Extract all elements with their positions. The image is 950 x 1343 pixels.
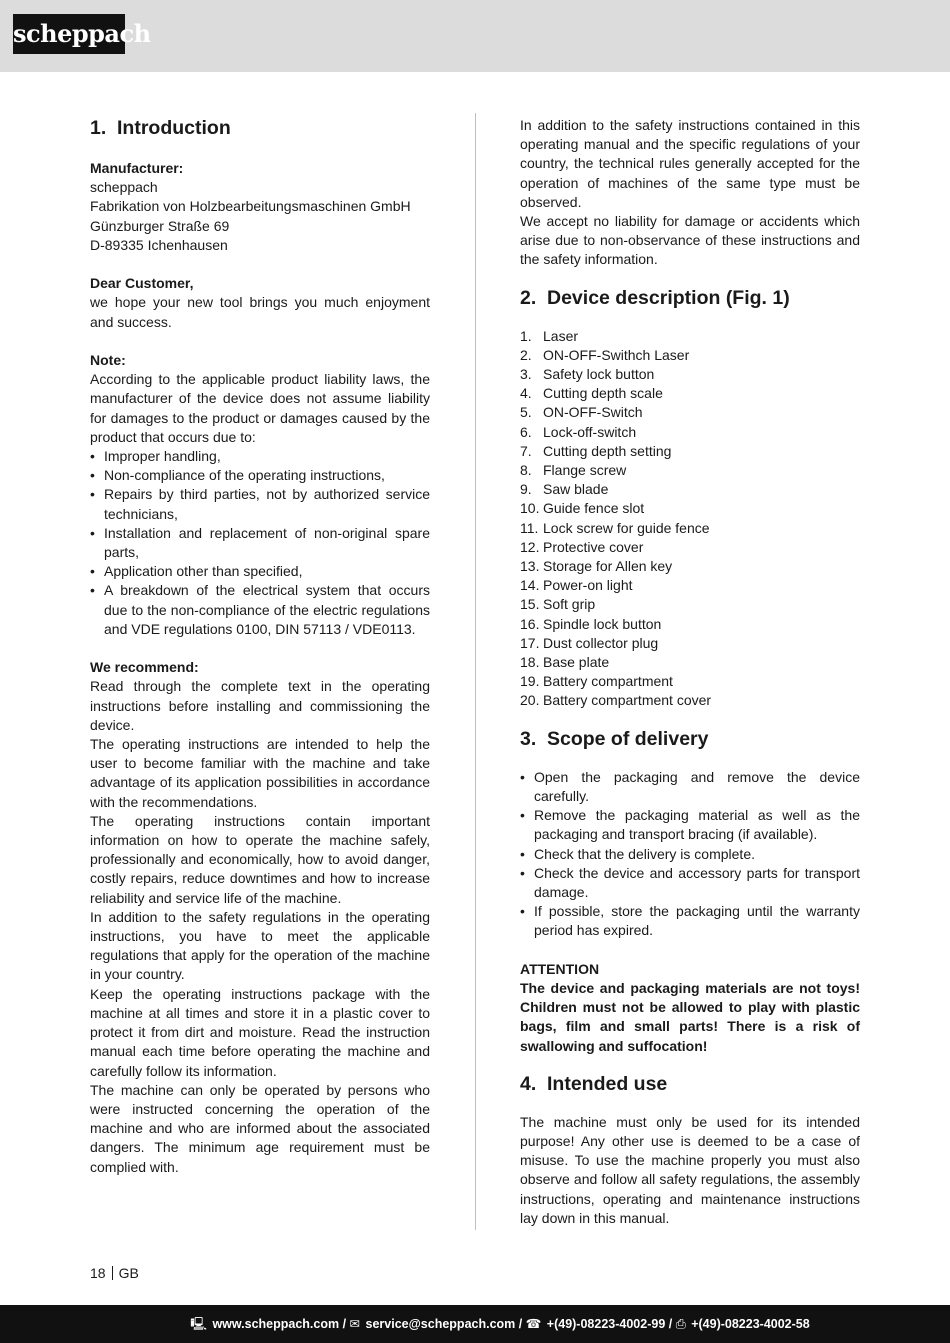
list-item: 8. Flange screw (520, 462, 627, 479)
recommend-paragraph: Read through the complete text in the operating instructions before installing and commissioning the device. (90, 678, 430, 733)
list-item: 9. Saw blade (520, 481, 609, 498)
column-divider (475, 113, 476, 1230)
list-item: 1. Laser (520, 327, 579, 344)
attention-label: ATTENTION (520, 960, 600, 977)
list-item: 5. ON-OFF-Switch (520, 404, 643, 421)
header-bar (0, 0, 950, 72)
list-item: • If possible, store the packaging until the warranty period has expired. (520, 902, 860, 940)
list-item: 4. Cutting depth scale (520, 385, 663, 402)
list-item: 17. Dust collector plug (520, 634, 659, 651)
note-text: According to the applicable product liability laws, the manufacturer of the device does not assume liability for damages to the product or damages caused by the product that occurs due to: (90, 371, 430, 445)
website-link[interactable]: www.scheppach.com / (212, 1317, 347, 1331)
list-item: • Application other than specified, (90, 562, 430, 581)
list-item: 14. Power-on light (520, 577, 633, 594)
recommend-paragraph: The machine can only be operated by persons who were instructed concerning the operation of the machine and who are informed about the associated dangers. The minimum age requirement must be complied with. (90, 1081, 430, 1175)
list-item: 6. Lock-off-switch (520, 423, 637, 440)
section-heading-intended-use: 4. Intended use (520, 1072, 668, 1095)
left-column (90, 116, 430, 1177)
right-column (520, 116, 860, 1228)
list-item: 19. Battery compartment (520, 673, 673, 690)
intro-continued-paragraph: In addition to the safety instructions contained in this operating manual and the specific regulations of your country, the technical rules generally accepted for the operation of machines of the same type must be observed. (520, 117, 860, 210)
phone-icon: ☎ (525, 1317, 542, 1331)
list-item: • Repairs by third parties, not by authorized service technicians, (90, 485, 430, 523)
manufacturer-label: Manufacturer: (90, 160, 184, 176)
section-heading-device-description: 2. Device description (Fig. 1) (520, 286, 790, 309)
recommend-paragraph: The operating instructions contain important information on how to operate the machine safely, professionally and economically, how to avoid danger, costly repairs, reduce downtimes and how to increase reliability and service life of the machine. (90, 812, 430, 906)
fax-number: +(49)-08223-4002-58 (691, 1317, 810, 1331)
manufacturer-line: D-89335 Ichenhausen (90, 236, 228, 253)
list-item: 15. Soft grip (520, 596, 596, 613)
list-item: • Check the device and accessory parts for transport damage. (520, 864, 860, 902)
list-item: 3. Safety lock button (520, 366, 655, 383)
recommend-paragraph: Keep the operating instructions package with the machine at all times and store it in a plastic cover to protect it from dirt and moisture. Read the instruction manual each time before operating the machine and carefully follow its information. (90, 985, 430, 1079)
recommend-label: We recommend: (90, 659, 199, 676)
list-item: 10. Guide fence slot (520, 500, 645, 517)
mail-icon: ✉ (349, 1317, 361, 1331)
manufacturer-line: Günzburger Straße 69 (90, 217, 230, 234)
list-item: • Non-compliance of the operating instructions, (90, 466, 430, 485)
recommend-paragraph: In addition to the safety regulations in the operating instructions, you have to meet the applicable regulations that apply for the operation of the machine in your country. (90, 908, 430, 983)
device-parts-list (520, 327, 860, 711)
recommend-paragraph: The operating instructions are intended to help the user to become familiar with the machine and take advantage of its application possibilities in accordance with the recommendations. (90, 736, 430, 810)
list-item: • Check that the delivery is complete. (520, 845, 860, 864)
list-item: 13. Storage for Allen key (520, 558, 673, 575)
list-item: 2. ON-OFF-Swithch Laser (520, 346, 690, 363)
list-item: • Open the packaging and remove the device carefully. (520, 768, 860, 806)
note-bullet-list (90, 447, 430, 639)
intended-use-text: The machine must only be used for its intended purpose! Any other use is deemed to be a case of misuse. To use the machine properly you must also observe and follow all safety regulations, the assembly instructions, operating and maintenance instructions lay down in this manual. (520, 1113, 860, 1226)
manufacturer-line: scheppach (90, 179, 158, 196)
footer-bar (0, 1305, 950, 1343)
computer-icon: 🖳 (190, 1317, 207, 1331)
email-link[interactable]: service@scheppach.com / (365, 1317, 523, 1331)
dear-customer-label: Dear Customer, (90, 275, 194, 292)
section-heading-scope-of-delivery: 3. Scope of delivery (520, 727, 709, 750)
phone-number: +(49)-08223-4002-99 / (546, 1317, 673, 1331)
note-label: Note: (90, 352, 126, 368)
list-item: • Remove the packaging material as well as the packaging and transport bracing (if available). (520, 806, 860, 844)
section-heading-introduction: 1. Introduction (90, 117, 231, 139)
list-item: 16. Spindle lock button (520, 615, 662, 632)
list-item: • Improper handling, (90, 447, 430, 466)
manufacturer-line: Fabrikation von Holzbearbeitungsmaschinen GmbH (90, 198, 411, 215)
scheppach-logo[interactable]: scheppach (13, 14, 125, 54)
fax-icon: ⎙ (675, 1317, 686, 1331)
dear-customer-text: we hope your new tool brings you much enjoyment and success. (90, 294, 430, 330)
list-item: 11. Lock screw for guide fence (520, 519, 710, 536)
attention-text: The device and packaging materials are not toys! Children must not be allowed to play with plastic bags, film and small parts! There is a risk of swallowing and suffocation! (520, 979, 860, 1054)
list-item: 7. Cutting depth setting (520, 442, 672, 459)
list-item: • Installation and replacement of non-original spare parts, (90, 524, 430, 562)
list-item: 12. Protective cover (520, 538, 644, 555)
delivery-bullet-list (520, 768, 860, 941)
intro-continued-paragraph: We accept no liability for damage or accidents which arise due to non-observance of these instructions and the safety information. (520, 213, 860, 268)
page-number: 18 GB (90, 1265, 139, 1281)
list-item: 20. Battery compartment cover (520, 692, 712, 709)
list-item: 18. Base plate (520, 654, 610, 671)
list-item: • A breakdown of the electrical system that occurs due to the non-compliance of the electric regulations and VDE regulations 0100, DIN 57113 / VDE0113. (90, 581, 430, 639)
